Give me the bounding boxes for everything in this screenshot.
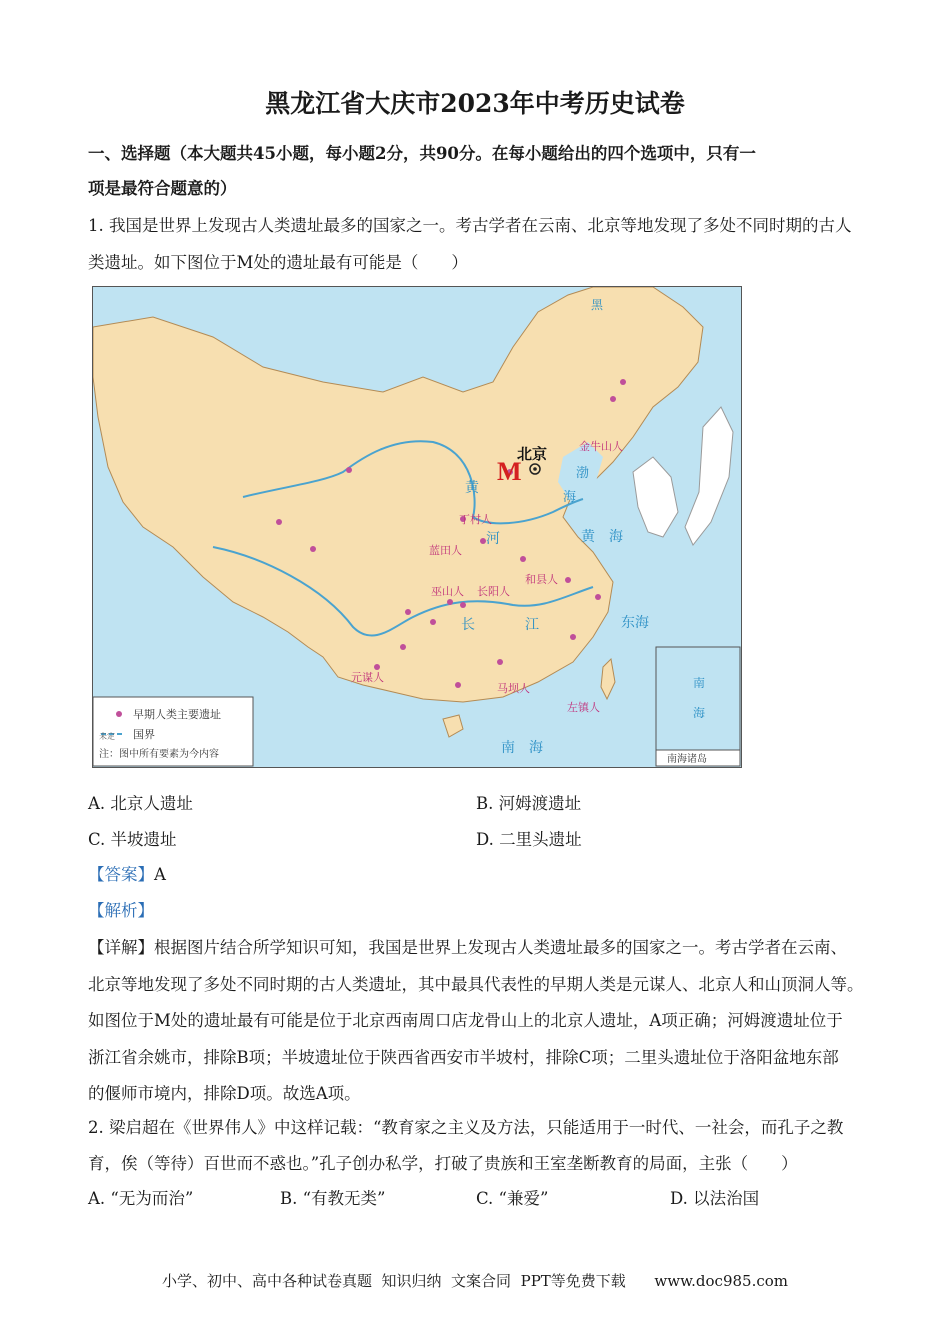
q1-option-d: D. 二里头遗址 [476, 830, 582, 849]
site-marker [447, 599, 453, 605]
legend-note: 注：图中所有要素为今内容 [99, 749, 219, 760]
site-marker [455, 682, 461, 688]
dingcun-label: 丁村人 [459, 514, 492, 526]
q1-detail-cont: 浙江省余姚市，排除B项；半坡遗址位于陕西省西安市半坡村，排除C项；二里头遗址位于洛阳盆地东部 [88, 1048, 839, 1067]
q2-stem-cont: 育，俟（等待）百世而不惑也。”孔子创办私学，打破了贵族和王室垄断教育的局面，主张（ ） [88, 1154, 798, 1173]
hainan-island [443, 715, 463, 737]
east-sea-label: 东海 [621, 614, 649, 630]
yellow-sea-label: 黄 海 [581, 528, 623, 544]
q1-detail-cont: 如图位于M处的遗址最有可能是位于北京西南周口店龙骨山上的北京人遗址，A项正确；河姆渡遗址位于 [88, 1011, 843, 1030]
q1-detail: 【详解】根据图片结合所学知识可知，我国是世界上发现古人类遗址最多的国家之一。考古学者在云南、 [88, 938, 847, 957]
china-land [93, 287, 706, 702]
lantian-label: 蓝田人 [429, 545, 462, 557]
q1-option-a: A. 北京人遗址 [88, 794, 193, 813]
site-marker [595, 594, 601, 600]
q2-option-c: C. “兼爱” [476, 1189, 549, 1208]
zuozhen-label: 左镇人 [567, 702, 600, 714]
q1-answer [88, 864, 878, 886]
site-marker [276, 519, 282, 525]
jinniushan-label: 金牛山人 [579, 441, 623, 453]
legend-border-mark: 未定 [99, 732, 115, 741]
q2-stem: 2. 梁启超在《世界伟人》中这样记载：“教育家之主义及方法，只能适用于一时代、一社会，而孔子之教 [88, 1118, 844, 1137]
page-footer [0, 1270, 950, 1291]
site-marker [430, 619, 436, 625]
site-marker [570, 634, 576, 640]
yangtze-label-2: 江 [525, 616, 539, 632]
changyang-label: 长阳人 [477, 586, 510, 598]
bohai-label-1: 渤 [576, 465, 590, 480]
yangtze-label-1: 长 [461, 616, 475, 632]
q2-option-b: B. “有教无类” [280, 1189, 386, 1208]
m-marker-label: M [497, 457, 522, 486]
site-marker [310, 546, 316, 552]
footer-url[interactable]: www.doc985.com [654, 1272, 788, 1290]
answer-tag: 【答案】 [88, 865, 154, 884]
site-marker [620, 379, 626, 385]
site-marker [565, 577, 571, 583]
site-marker [520, 556, 526, 562]
yellow-river-label-2: 河 [486, 530, 500, 546]
section-heading: 一、选择题（本大题共45小题，每小题2分，共90分。在每小题给出的四个选项中，只有一 [88, 144, 756, 163]
site-marker [346, 467, 352, 473]
legend-site-marker [116, 711, 122, 717]
q1-detail-cont: 的偃师市境内，排除D项。故选A项。 [88, 1084, 361, 1103]
q1-stem: 1. 我国是世界上发现古人类遗址最多的国家之一。考古学者在云南、北京等地发现了多处不同时期的古人 [88, 216, 852, 235]
q2-option-d: D. 以法治国 [670, 1189, 760, 1208]
q2-option-a: A. “无为而治” [88, 1189, 194, 1208]
q1-detail-cont: 北京等地发现了多处不同时期的古人类遗址，其中最具代表性的早期人类是元谋人、北京人和山顶洞人等。 [88, 975, 864, 994]
legend-site-label: 早期人类主要遗址 [133, 709, 221, 721]
south-sea-label: 南 海 [501, 739, 543, 755]
inset-title: 南海诸岛 [667, 754, 707, 765]
q1-analysis-tag: 【解析】 [88, 901, 154, 920]
hexian-label: 和县人 [525, 574, 558, 586]
yellow-river-label-1: 黄 [465, 479, 479, 495]
site-marker [610, 396, 616, 402]
korea-land [633, 457, 678, 537]
heilong-label: 黑 [591, 298, 604, 312]
q1-option-b: B. 河姆渡遗址 [476, 794, 582, 813]
site-marker [497, 659, 503, 665]
wushan-label: 巫山人 [431, 586, 464, 598]
taiwan-island [601, 659, 615, 699]
q1-stem-cont: 类遗址。如下图位于M处的遗址最有可能是（ ） [88, 253, 468, 272]
legend-border-label: 国界 [133, 729, 155, 741]
inset-hai-label: 海 [693, 706, 706, 720]
site-marker [374, 664, 380, 670]
site-marker [460, 602, 466, 608]
footer-text: 小学、初中、高中各种试卷真题 知识归纳 文案合同 PPT等免费下载 [161, 1272, 626, 1290]
site-marker [405, 609, 411, 615]
maba-label: 马坝人 [497, 683, 530, 695]
bohai-label-2: 海 [563, 489, 577, 504]
inset-nan-label: 南 [693, 676, 706, 690]
china-map-figure [92, 286, 742, 768]
site-marker [400, 644, 406, 650]
section-heading-cont: 项是最符合题意的） [88, 179, 237, 198]
page-title: 黑龙江省大庆市2023年中考历史试卷 [265, 89, 685, 118]
yuanmou-label: 元谋人 [351, 672, 384, 684]
q1-option-c: C. 半坡遗址 [88, 830, 177, 849]
answer-value: A [154, 865, 166, 884]
japan-land [685, 407, 733, 545]
beijing-label: 北京 [517, 446, 548, 463]
